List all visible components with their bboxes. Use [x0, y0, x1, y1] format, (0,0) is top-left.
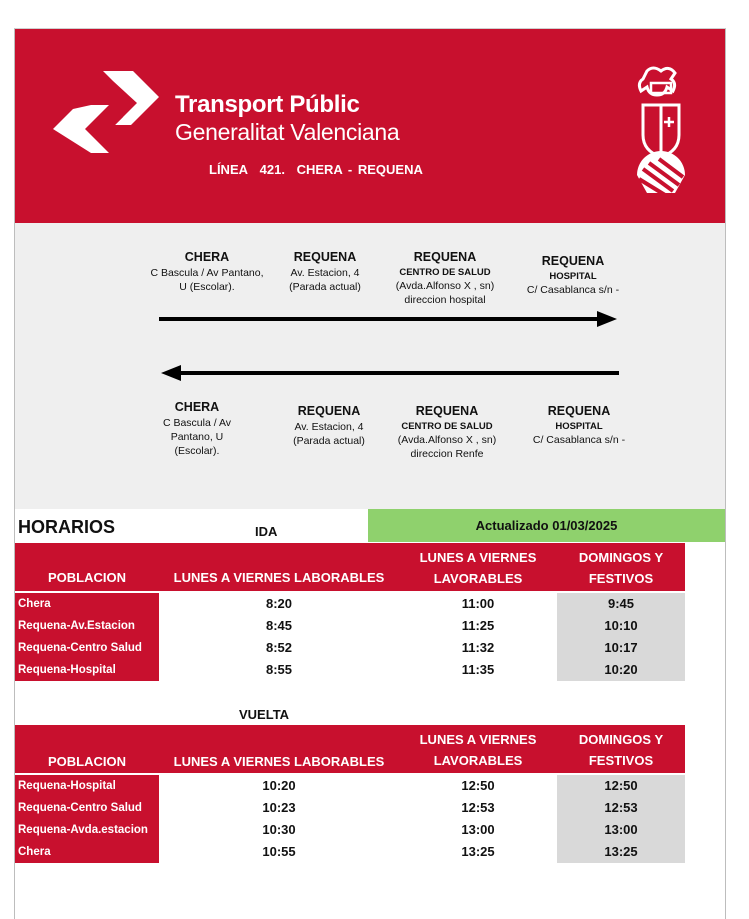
ida-table-header [15, 543, 685, 591]
col-header-holiday: DOMINGOS Y FESTIVOS [578, 732, 664, 768]
table-row: Requena-Hospital 10:20 12:50 12:50 [15, 775, 685, 797]
return-arrow-icon [161, 363, 621, 383]
col-header-weekday-school: LUNES A VIERNES LABORABLES [173, 754, 385, 769]
col-header-weekday: LUNES A VIERNES LAVORABLES [419, 732, 537, 768]
outbound-stop-requena-estacion: REQUENA Av. Estacion, 4 (Parada actual) [289, 250, 361, 293]
transport-logo-icon [51, 69, 161, 169]
table-row: Chera 10:55 13:25 13:25 [15, 841, 685, 863]
outbound-stop-requena-centro-salud: REQUENA CENTRO DE SALUD (Avda.Alfonso X , sn) direccion hospital [395, 250, 495, 306]
table-row: Requena-Avda.estacion 10:30 13:00 13:00 [15, 819, 685, 841]
brand-title: Transport Públic [175, 91, 360, 118]
table-row: Requena-Centro Salud 8:52 11:32 10:17 [15, 637, 685, 659]
schedule-title: HORARIOS [18, 517, 116, 537]
table-row: Requena-Centro Salud 10:23 12:53 12:53 [15, 797, 685, 819]
ida-label: IDA [255, 524, 278, 539]
return-stop-requena-centro-salud: REQUENA CENTRO DE SALUD (Avda.Alfonso X , sn) direccion Renfe [397, 404, 497, 460]
table-row: Requena-Av.Estacion 8:45 11:25 10:10 [15, 615, 685, 637]
col-header-place: POBLACION [48, 754, 126, 769]
timetable-sheet [14, 28, 726, 919]
return-stop-chera: CHERA C Bascula / Av Pantano, U (Escolar). [162, 400, 232, 457]
line-title [209, 162, 429, 177]
vuelta-label: VUELTA [239, 707, 290, 722]
route-diagram [15, 223, 725, 509]
return-stop-requena-hospital: REQUENA HOSPITAL C/ Casablanca s/n - [532, 404, 626, 446]
coat-of-arms-icon [633, 65, 689, 199]
line-number: 421. [259, 162, 285, 177]
brand-subtitle: Generalitat Valenciana [175, 119, 400, 145]
col-header-holiday: DOMINGOS Y FESTIVOS [578, 550, 664, 586]
vuelta-table-header [15, 725, 685, 773]
return-stop-requena-estacion: REQUENA Av. Estacion, 4 (Parada actual) [293, 404, 365, 447]
updated-badge: Actualizado 01/03/2025 [368, 509, 725, 542]
outbound-stop-requena-hospital: REQUENA HOSPITAL C/ Casablanca s/n - [526, 254, 620, 296]
header-banner [15, 29, 725, 223]
outbound-arrow-icon [159, 309, 619, 329]
line-label: LÍNEA [209, 162, 248, 177]
col-header-place: POBLACION [48, 570, 126, 585]
table-row: Requena-Hospital 8:55 11:35 10:20 [15, 659, 685, 681]
table-row: Chera 8:20 11:00 9:45 [15, 593, 685, 615]
outbound-stop-chera: CHERA C Bascula / Av Pantano, U (Escolar). [150, 250, 264, 293]
line-route: CHERA - REQUENA [296, 162, 423, 177]
col-header-weekday: LUNES A VIERNES LAVORABLES [419, 550, 537, 586]
col-header-weekday-school: LUNES A VIERNES LABORABLES [173, 570, 385, 585]
